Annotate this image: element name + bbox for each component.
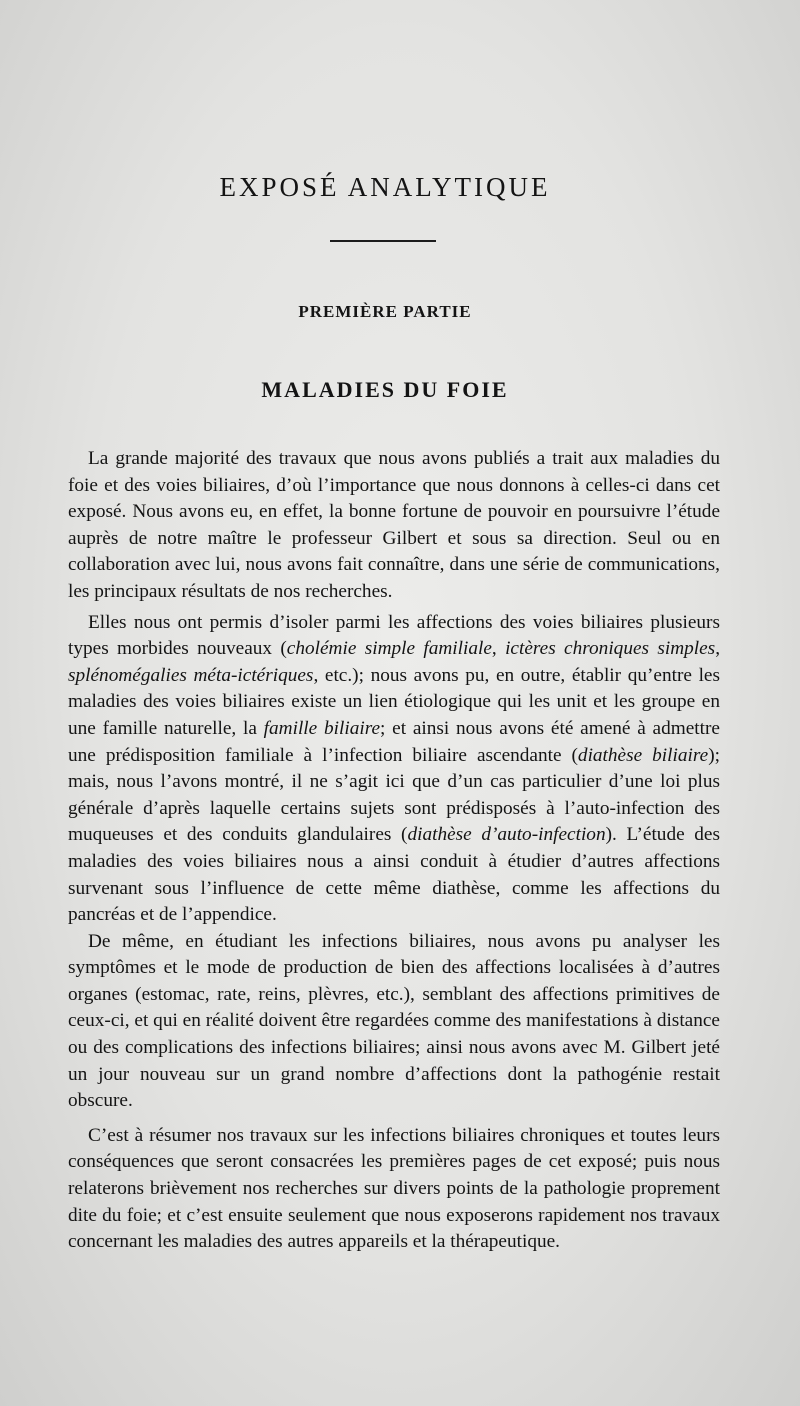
paragraph-2-italic: ictères chroniques simples [505, 638, 716, 660]
paragraph-2-text: ); mais, nous l’avons montré, il ne s’agit ici que d’un cas particulier d’une loi plus générale d’après laquelle certains sujets sont prédisposés à l’auto-infection des muqueuses et des conduits glandulaires ( [68, 744, 720, 846]
paragraph-2-text: ; et ainsi nous avons été amené à admettre une prédisposition familiale à l’infection biliaire ascendante ( [68, 717, 720, 766]
paragraph-3: De même, en étudiant les infections biliaires, nous avons pu analyser les symptômes et le mode de production de bien des affections localisées à d’autres organes (estomac, rate, reins, plèvres, etc.), semblant des affections primitives de ceux-ci, et qui en réalité doivent être regardées comme des manifestations à distance ou des complications des infections biliaires; ainsi nous avons avec M. Gilbert jeté un jour nouveau sur un grand nombre d’affections dont la pathogénie restait obscure. [68, 930, 720, 1112]
paragraph-2-italic: diathèse d’auto-infection [407, 824, 606, 846]
section-heading: MALADIES DU FOIE [261, 377, 509, 402]
page-title: EXPOSÉ ANALYTIQUE [219, 172, 551, 202]
paragraph-2-text: , [491, 638, 506, 660]
paragraph-2-text: , [715, 638, 721, 660]
paragraph-2-text: Elles nous ont permis d’isoler parmi les affections des voies biliaires plusieurs types morbides nouveaux ( [68, 611, 720, 660]
paragraph-2-text: , etc.); nous avons pu, en outre, établir qu’entre les maladies des voies biliaires existe un lien étiologique qui les unit et les groupe en une famille naturelle, la [68, 664, 720, 739]
title-rule [330, 240, 436, 242]
paragraph-2-italic: famille biliaire [263, 717, 381, 739]
paragraph-2-italic: cholémie simple familiale [286, 638, 492, 660]
paragraph-2-italic: diathèse biliaire [577, 744, 709, 766]
paragraph-4: C’est à résumer nos travaux sur les infections biliaires chroniques et toutes leurs conséquences que seront consacrées les premières pages de cet exposé; puis nous relaterons brièvement nos recherches sur divers points de la pathologie proprement dite du foie; et c’est ensuite seulement que nous exposerons rapidement nos travaux concernant les maladies des autres appareils et la thérapeutique. [68, 1124, 720, 1253]
paragraph-2-italic: splénomégalies méta-ictériques [68, 664, 314, 686]
paragraph-2 [68, 610, 720, 929]
body-text [68, 446, 720, 1256]
paragraph-2-text: ). L’étude des maladies des voies biliaires nous a ainsi conduit à étudier d’autres affections survenant sous l’influence de cette même diathèse, comme les affections du pancréas et de l’appendice. [68, 824, 720, 926]
part-heading: PREMIÈRE PARTIE [298, 302, 472, 321]
paragraph-1: La grande majorité des travaux que nous avons publiés a trait aux maladies du foie et des voies biliaires, d’où l’importance que nous donnons à celles-ci dans cet exposé. Nous avons eu, en effet, la bonne fortune de pouvoir en poursuivre l’étude auprès de notre maître le professeur Gilbert et sous sa direction. Seul ou en collaboration avec lui, nous avons fait connaître, dans une série de communications, les principaux résultats de nos recherches. [68, 448, 720, 602]
